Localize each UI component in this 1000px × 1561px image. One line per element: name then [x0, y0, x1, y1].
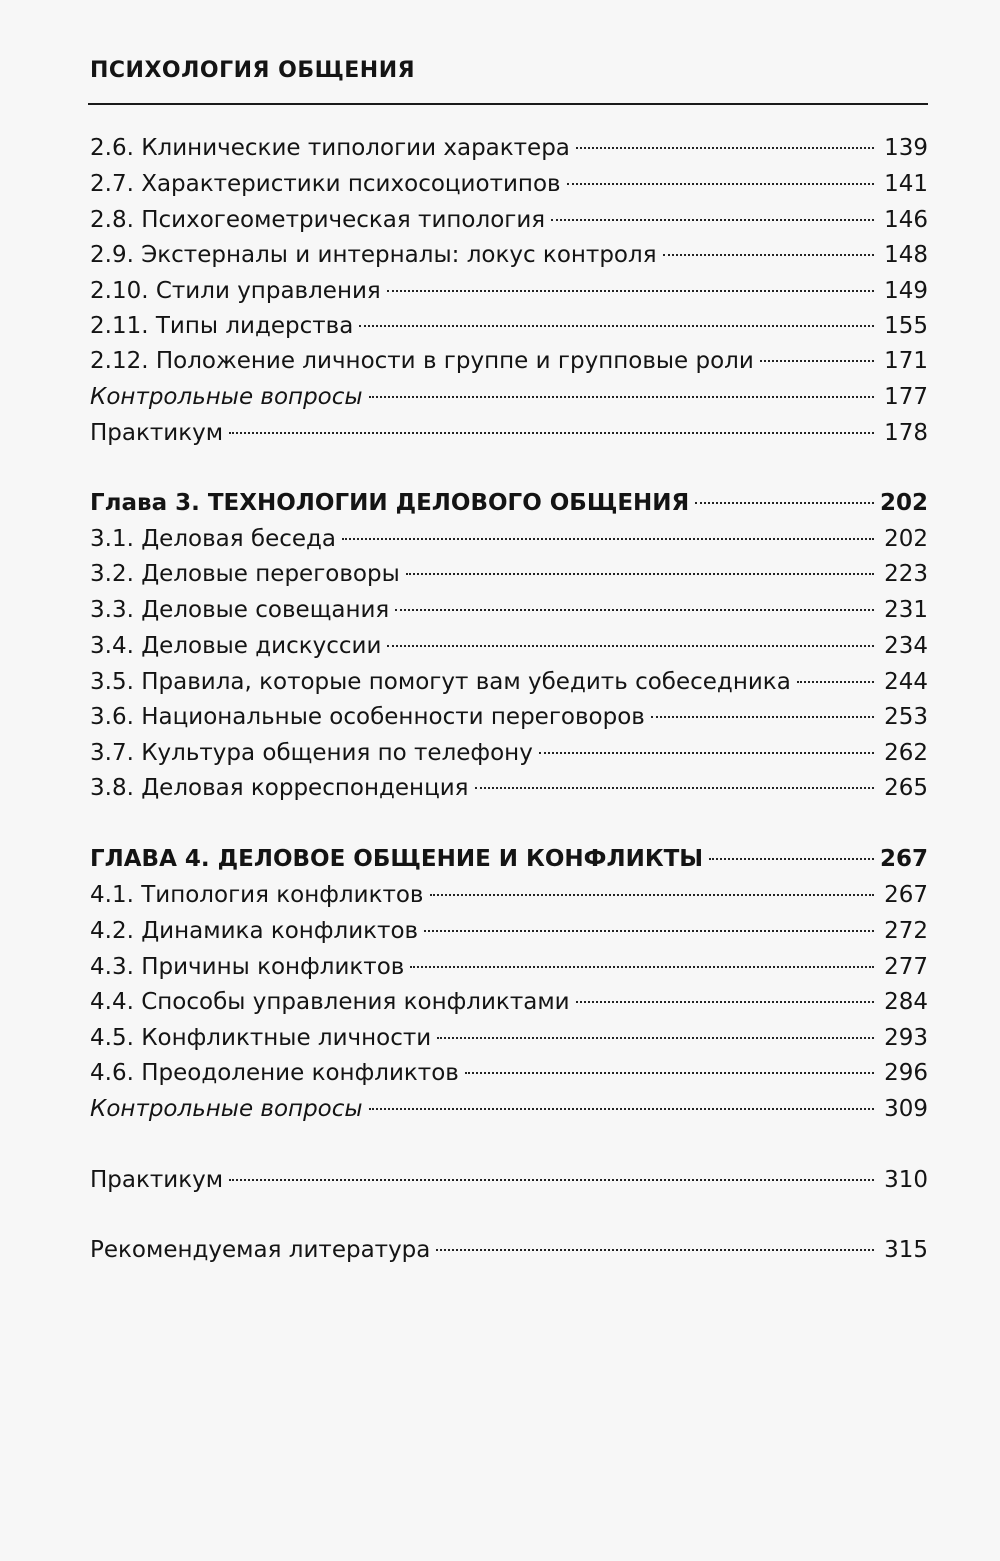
toc-chapter-title: Глава 3. ТЕХНОЛОГИИ ДЕЛОВОГО ОБЩЕНИЯ — [90, 490, 690, 516]
toc-entry-page: 202 — [884, 526, 928, 552]
dot-leader — [695, 502, 874, 504]
toc-entry-page: 149 — [884, 278, 928, 304]
toc-entry-title: 2.8. Психогеометрическая типология — [90, 207, 546, 233]
dot-leader — [229, 432, 874, 434]
toc-entry-title: 3.5. Правила, которые помогут вам убедить собеседника — [90, 669, 791, 695]
toc-entry-title: 3.7. Культура общения по телефону — [90, 740, 533, 766]
toc-entry-title: 2.12. Положение личности в группе и групповые роли — [90, 348, 754, 374]
header-rule — [88, 103, 928, 105]
toc-entry-title: 3.2. Деловые переговоры — [90, 561, 400, 587]
toc-entry — [90, 914, 928, 948]
dot-leader — [410, 966, 874, 968]
toc-entry — [90, 593, 928, 627]
toc-entry-page: 148 — [884, 242, 928, 268]
toc-entry-title: Контрольные вопросы — [90, 1096, 363, 1122]
toc-entry-page: 155 — [884, 313, 928, 339]
dot-leader — [387, 290, 874, 292]
toc-chapter-entry — [90, 842, 928, 876]
toc-entry — [90, 665, 928, 699]
toc-entry — [90, 1021, 928, 1055]
toc-entry-page: 139 — [884, 135, 928, 161]
toc-chapter-title: ГЛАВА 4. ДЕЛОВОЕ ОБЩЕНИЕ И КОНФЛИКТЫ — [90, 846, 704, 872]
dot-leader — [430, 894, 875, 896]
dot-leader — [369, 396, 874, 398]
toc-entry-page: 146 — [884, 207, 928, 233]
toc-entry — [90, 274, 928, 308]
toc-entry-page: 310 — [884, 1167, 928, 1193]
dot-leader — [437, 1037, 874, 1039]
dot-leader — [651, 716, 874, 718]
toc-entry — [90, 1092, 928, 1126]
toc-entry-page: 272 — [884, 918, 928, 944]
toc-entry — [90, 1233, 928, 1267]
toc-entry-page: 293 — [884, 1025, 928, 1051]
toc-entry — [90, 522, 928, 556]
toc-entry-page: 267 — [879, 846, 928, 872]
toc-entry-title: Рекомендуемая литература — [90, 1237, 431, 1263]
dot-leader — [436, 1249, 874, 1251]
toc-entry-page: 315 — [884, 1237, 928, 1263]
toc-entry-title: 4.5. Конфликтные личности — [90, 1025, 432, 1051]
dot-leader — [567, 183, 874, 185]
dot-leader — [760, 360, 874, 362]
toc-entry-title: 2.6. Клинические типологии характера — [90, 135, 570, 161]
toc-entry — [90, 771, 928, 805]
toc-entry-page: 253 — [884, 704, 928, 730]
toc-entry-title: 4.2. Динамика конфликтов — [90, 918, 419, 944]
toc-entry — [90, 1056, 928, 1090]
toc-entry — [90, 238, 928, 272]
toc-entry-page: 231 — [884, 597, 928, 623]
toc-entry — [90, 950, 928, 984]
toc-entry-title: 3.8. Деловая корреспонденция — [90, 775, 469, 801]
dot-leader — [424, 930, 874, 932]
toc-entry-title: 3.3. Деловые совещания — [90, 597, 390, 623]
toc-chapter-entry — [90, 486, 928, 520]
toc-entry-page: 234 — [884, 633, 928, 659]
toc-entry — [90, 167, 928, 201]
running-head: ПСИХОЛОГИЯ ОБЩЕНИЯ — [90, 58, 416, 83]
dot-leader — [359, 325, 874, 327]
toc-entry — [90, 416, 928, 450]
toc-entry-title: 2.7. Характеристики психосоциотипов — [90, 171, 561, 197]
toc-entry — [90, 700, 928, 734]
toc-entry — [90, 344, 928, 378]
toc-entry — [90, 131, 928, 165]
toc-entry-page: 171 — [884, 348, 928, 374]
toc-entry-page: 267 — [884, 882, 928, 908]
toc-entry-page: 202 — [879, 490, 928, 516]
toc-entry-page: 265 — [884, 775, 928, 801]
dot-leader — [576, 147, 874, 149]
toc-entry-title: 4.3. Причины конфликтов — [90, 954, 405, 980]
dot-leader — [709, 858, 874, 860]
toc-entry-title: 2.11. Типы лидерства — [90, 313, 354, 339]
toc-entry-page: 309 — [884, 1096, 928, 1122]
toc-entry-title: Практикум — [90, 420, 224, 446]
dot-leader — [551, 219, 874, 221]
dot-leader — [229, 1179, 874, 1181]
toc-entry — [90, 203, 928, 237]
toc-entry — [90, 629, 928, 663]
toc-entry-page: 262 — [884, 740, 928, 766]
dot-leader — [369, 1108, 874, 1110]
toc-entry-title: 4.1. Типология конфликтов — [90, 882, 424, 908]
toc-entry-title: 3.4. Деловые дискуссии — [90, 633, 382, 659]
toc-entry-title: 2.10. Стили управления — [90, 278, 381, 304]
dot-leader — [387, 645, 874, 647]
toc-entry-page: 223 — [884, 561, 928, 587]
toc-entry-page: 296 — [884, 1060, 928, 1086]
toc-entry-title: Практикум — [90, 1167, 224, 1193]
toc-entry-page: 177 — [884, 384, 928, 410]
toc-entry — [90, 736, 928, 770]
dot-leader — [342, 538, 874, 540]
toc-entry-page: 284 — [884, 989, 928, 1015]
toc-entry-page: 178 — [884, 420, 928, 446]
toc-entry — [90, 878, 928, 912]
dot-leader — [797, 681, 874, 683]
dot-leader — [395, 609, 874, 611]
toc-entry-title: Контрольные вопросы — [90, 384, 363, 410]
toc-entry-page: 244 — [884, 669, 928, 695]
toc-entry-title: 4.4. Способы управления конфликтами — [90, 989, 570, 1015]
toc-entry-title: 3.1. Деловая беседа — [90, 526, 337, 552]
dot-leader — [475, 787, 874, 789]
dot-leader — [539, 752, 874, 754]
toc-entry — [90, 380, 928, 414]
dot-leader — [406, 573, 874, 575]
dot-leader — [465, 1072, 874, 1074]
dot-leader — [663, 254, 874, 256]
toc-entry-page: 277 — [884, 954, 928, 980]
toc-entry-title: 2.9. Экстерналы и интерналы: локус контроля — [90, 242, 657, 268]
toc-entry-title: 4.6. Преодоление конфликтов — [90, 1060, 459, 1086]
toc-entry-page: 141 — [884, 171, 928, 197]
dot-leader — [576, 1001, 874, 1003]
toc-entry-title: 3.6. Национальные особенности переговоров — [90, 704, 645, 730]
toc-entry — [90, 309, 928, 343]
toc-entry — [90, 1163, 928, 1197]
toc-entry — [90, 557, 928, 591]
toc-entry — [90, 985, 928, 1019]
